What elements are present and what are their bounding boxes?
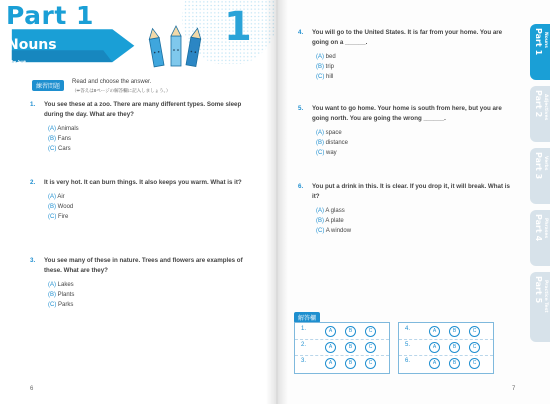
option-b[interactable]: (B) distance [316,140,349,146]
question-number: 2. [30,179,36,186]
pencils-illustration [146,24,206,72]
pencil-icon [171,26,181,66]
option-b[interactable]: (B) Fans [48,136,72,142]
answer-box-right [398,322,494,374]
answer-row [399,355,493,371]
tab-part-2[interactable] [530,86,550,142]
tab-sublabel: Practice Test [543,280,548,313]
answer-bubble-a[interactable]: A [325,342,336,353]
question-number: 6. [298,183,304,190]
answer-row-number: 6. [405,358,411,364]
answer-bubble-a[interactable]: A [325,326,336,337]
question-3 [30,256,244,310]
tab-label: Part 5 [534,276,543,304]
chapter-number: 1 [224,4,252,50]
part-tabs [530,24,550,384]
tab-part-5[interactable] [530,272,550,342]
option-list [312,52,512,82]
option-c[interactable]: (C) A window [316,228,352,234]
answer-row-number: 2. [301,342,307,348]
answer-row [295,339,389,356]
pencil-icon [186,27,202,66]
tab-part-1[interactable] [530,24,550,80]
answer-bubble-c[interactable]: C [469,326,480,337]
answer-row [295,323,389,340]
tab-part-4[interactable] [530,210,550,266]
instructions-note: （✏答えは8ページの解答欄に記入しましょう。） [72,88,171,93]
option-a[interactable]: (A) A glass [316,208,345,214]
option-c[interactable]: (C) hill [316,74,334,80]
option-a[interactable]: (A) space [316,130,342,136]
option-list [44,280,244,310]
tab-sublabel: Verbs [543,156,548,171]
section-title-jp: 名詞 [8,61,27,71]
option-b[interactable]: (B) Wood [48,204,74,210]
tab-sublabel: Nouns [543,32,548,48]
answer-bubble-a[interactable]: A [429,358,440,369]
answer-bubble-c[interactable]: C [365,358,376,369]
answer-bubble-b[interactable]: B [345,342,356,353]
tab-label: Part 3 [534,152,543,180]
exercise-badge: 練習問題 [32,80,64,91]
option-a[interactable]: (A) Lakes [48,282,74,288]
option-b[interactable]: (B) A plate [316,218,344,224]
question-number: 4. [298,29,304,36]
answer-bubble-c[interactable]: C [469,342,480,353]
answer-row-number: 1. [301,326,307,332]
answer-row [399,339,493,356]
question-text: You put a drink in this. It is clear. If you drop it, it will break. What is it? [312,183,510,200]
answer-bubble-a[interactable]: A [429,326,440,337]
question-text: You will go to the United States. It is far from your home. You are going on a ______. [312,29,503,46]
option-list [44,192,244,222]
answer-bubble-a[interactable]: A [325,358,336,369]
tab-label: Part 4 [534,214,543,242]
tab-label: Part 1 [534,28,543,56]
question-text: You see these at a zoo. There are many different types. Some sleep during the day. What are they? [44,101,242,118]
question-5 [298,104,512,158]
tab-sublabel: Adjectives [543,94,548,121]
option-c[interactable]: (C) Fire [48,214,69,220]
answer-bubble-b[interactable]: B [345,326,356,337]
question-text: It is very hot. It can burn things. It also keeps you warm. What is it? [44,179,242,186]
answer-bubble-c[interactable]: C [469,358,480,369]
answer-bubble-b[interactable]: B [345,358,356,369]
answer-box-left [294,322,390,374]
page-number-right: 7 [512,386,516,392]
option-b[interactable]: (B) trip [316,64,335,70]
section-title: Nouns [7,37,57,53]
tab-part-3[interactable] [530,148,550,204]
pencil-icon [148,28,164,67]
question-4 [298,28,512,82]
question-number: 1. [30,101,36,108]
option-c[interactable]: (C) Parks [48,302,74,308]
instructions-text: Read and choose the answer. [72,79,152,85]
option-c[interactable]: (C) Cars [48,146,71,152]
answer-row-number: 5. [405,342,411,348]
answer-row-number: 4. [405,326,411,332]
answer-row [399,323,493,340]
option-a[interactable]: (A) Animals [48,126,79,132]
question-1 [30,100,244,154]
question-number: 3. [30,257,36,264]
answer-sheet-label: 解答欄 [294,312,320,323]
answer-row [295,355,389,371]
option-c[interactable]: (C) way [316,150,337,156]
question-6 [298,182,512,236]
question-2 [30,178,244,222]
option-a[interactable]: (A) Air [48,194,65,200]
part-title: Part 1 [6,1,94,30]
answer-bubble-b[interactable]: B [449,342,460,353]
option-list [312,128,512,158]
answer-bubble-c[interactable]: C [365,326,376,337]
answer-bubble-b[interactable]: B [449,358,460,369]
question-number: 5. [298,105,304,112]
answer-bubble-c[interactable]: C [365,342,376,353]
tab-sublabel: Phrases [543,218,548,239]
tab-label: Part 2 [534,90,543,118]
option-b[interactable]: (B) Plants [48,292,75,298]
answer-bubble-a[interactable]: A [429,342,440,353]
option-list [312,206,512,236]
question-text: You want to go home. Your home is south from here, but you are going north. You are going the wrong ______. [312,105,502,122]
book-gutter [266,0,288,404]
page-number-left: 6 [30,386,34,392]
option-a[interactable]: (A) bed [316,54,336,60]
question-text: You see many of these in nature. Trees and flowers are examples of these. What are they? [44,257,243,274]
option-list [44,124,244,154]
answer-row-number: 3. [301,358,307,364]
answer-bubble-b[interactable]: B [449,326,460,337]
